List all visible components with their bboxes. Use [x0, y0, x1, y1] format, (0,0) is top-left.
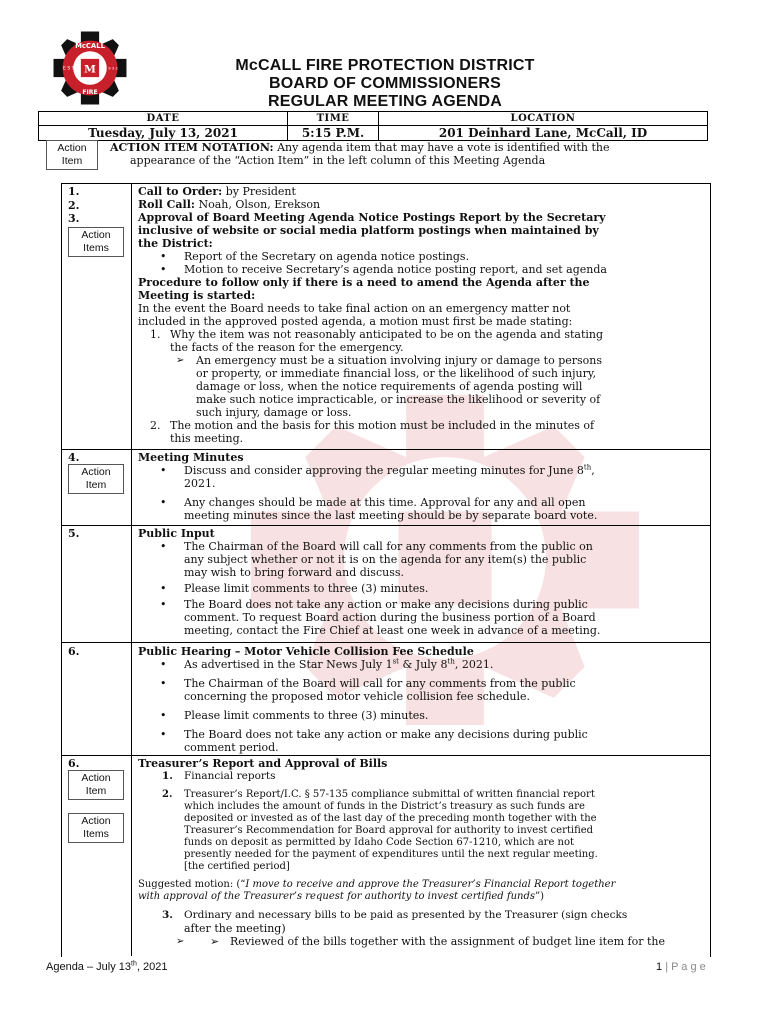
- agenda-item-public-input: Public Input • The Chairman of the Board will call for any comments from the public on any subject whether or not it is on the agenda for any item(s) the public may wish to bring forward and discuss. • Please limit comments to three (3) minutes. • The Board does not take any action or make any decisions during public comment. To request Board action during the business portion of a Board meeting, contact the Fire Chief at least one week in advance of a meeting.: [138, 527, 704, 637]
- item-number: 6.: [68, 757, 80, 770]
- meeting-time: 5:15 P.M.: [288, 126, 379, 141]
- logo-right-text: 1 9 3 2: [104, 65, 118, 71]
- procedure-title: Procedure to follow only if there is a need to amend the Agenda after the: [138, 276, 590, 289]
- agenda-item-1-3: Call to Order: by President Roll Call: Noah, Olson, Erekson Approval of Board Meeting Agenda Notice Postings Report by the Secretary inclusive of website or social media platform postings when maintained by the District: • Report of the Secretary on agenda notice postings. • Motion to receive Secretary’s agenda notice posting report, and set agenda Procedure to follow only if there is a need to amend the Agenda after the Meeting is started: In the event the Board needs to take final action on an emergency matter not included in the approved posted agenda, a motion must first be made stating: 1. Why the item was not reasonably anticipated to be on the agenda and stating the facts of the reason for the emergency. ➢ An emergency must be a situation involving injury or damage to persons or property, or immediate financial loss, or the likelihood of such injury, damage or loss, when the notice requirements of agenda posting will make such notice impracticable, or increase the likelihood or severity of such injury, damage or loss. 2. The motion and the basis for this motion must be included in the minutes of this meeting.: [138, 185, 704, 445]
- logo-top-text: McCALL: [75, 42, 105, 51]
- item-number: 3.: [68, 212, 80, 225]
- svg-text:M: M: [84, 62, 96, 76]
- footer-date: Agenda – July 13th, 2021: [46, 960, 168, 973]
- action-items-badge: Action Items: [68, 813, 124, 843]
- action-item-badge: Action Item: [68, 464, 124, 494]
- district-title: McCALL FIRE PROTECTION DISTRICT: [235, 57, 535, 74]
- agenda-item-treasurer: Treasurer’s Report and Approval of Bills 1. Financial reports 2. Treasurer’s Report/I.C. § 57-135 compliance submittal of written financial report which includes the amount of funds in the District’s treasury as such funds are deposited or invested as of the last day of the preceding month together with the Treasurer’s Recommendation for Board approval for authority to invest certified funds on deposit as permitted by Idaho Code Section 67-1210, which are not presently needed for the payment of expenditures until the next regular meeting. [the certified period] Suggested motion: (“I move to receive and approve the Treasurer’s Financial Report together with approval of the Treasurer’s request for authority to invest certified funds”) 3. Ordinary and necessary bills to be paid as presented by the Treasurer (sign checks after the meeting) ➢ ➢ Reviewed of the bills together with the assignment of budget line item for the: [138, 757, 704, 948]
- item-number: 6.: [68, 645, 80, 658]
- item-number: 1.: [68, 185, 80, 198]
- item-number: 4.: [68, 451, 80, 464]
- logo-bottom-text: FIRE: [82, 88, 98, 96]
- action-item-badge: Action Item: [68, 770, 124, 800]
- action-item-badge-legend: Action Item: [46, 140, 98, 170]
- action-items-badge: Action Items: [68, 227, 124, 257]
- agenda-item-minutes: Meeting Minutes • Discuss and consider approving the regular meeting minutes for June 8th, 2021. • Any changes should be made at this time. Approval for any and all open meeting minutes since the last meeting should be by separate board vote.: [138, 451, 704, 522]
- fire-district-logo: [52, 30, 128, 106]
- logo-left-text: E S T: [63, 66, 75, 72]
- meeting-info-table: [38, 111, 708, 141]
- board-title: BOARD OF COMMISSIONERS: [269, 75, 501, 92]
- date-label: DATE: [39, 112, 288, 126]
- approval-title: Approval of Board Meeting Agenda Notice Postings Report by the Secretary: [138, 211, 606, 224]
- meeting-location: 201 Deinhard Lane, McCall, ID: [379, 126, 708, 141]
- time-label: TIME: [288, 112, 379, 126]
- page-number: 1 | P a g e: [656, 961, 706, 973]
- action-item-notation: ACTION ITEM NOTATION: Any agenda item that may have a vote is identified with the appearance of the “Action Item” in the left column of this Meeting Agenda: [110, 141, 610, 167]
- meeting-date: Tuesday, July 13, 2021: [39, 126, 288, 141]
- item-number: 2.: [68, 199, 80, 212]
- agenda-item-public-hearing: Public Hearing – Motor Vehicle Collision Fee Schedule • As advertised in the Star News July 1st & July 8th, 2021. • The Chairman of the Board will call for any comments from the public concerning the proposed motor vehicle collision fee schedule. • Please limit comments to three (3) minutes. • The Board does not take any action or make any decisions during public comment period.: [138, 645, 704, 754]
- location-label: LOCATION: [379, 112, 708, 126]
- agenda-title: REGULAR MEETING AGENDA: [267, 93, 503, 110]
- item-number: 5.: [68, 527, 80, 540]
